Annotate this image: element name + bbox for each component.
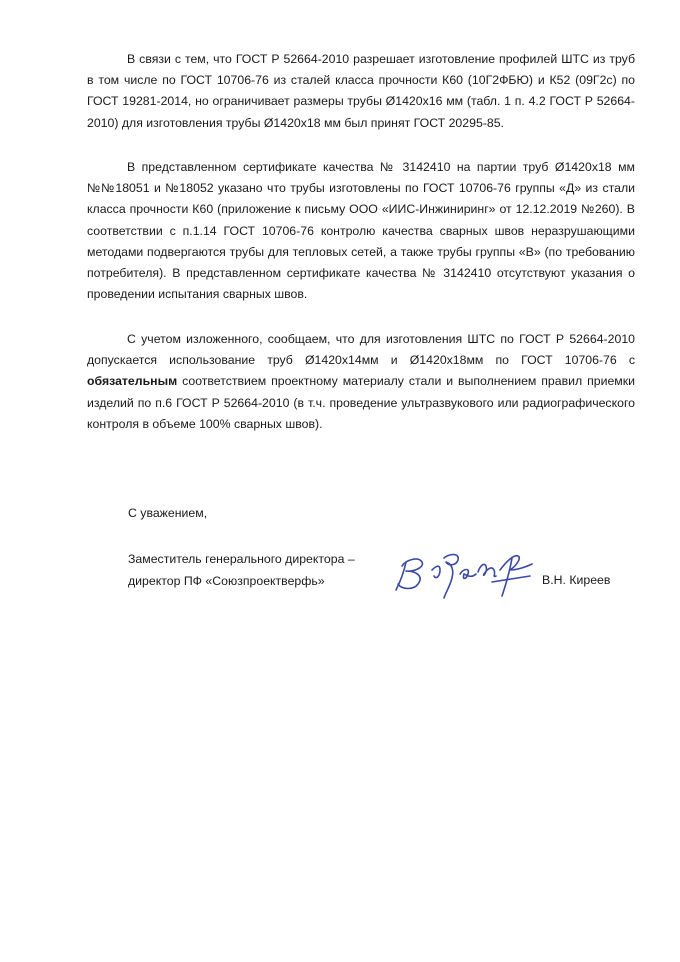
text-line: С учетом изложенного, сообщаем, что для изготовления ШТС по ГОСТ Р 52664-2010 <box>127 332 635 346</box>
text-line: В представленном сертификате качества № 3142410 на партии труб Ø1420х18 мм <box>127 160 635 174</box>
signature-stroke <box>478 564 496 576</box>
text-line <box>87 371 635 392</box>
handwritten-signature <box>388 540 538 604</box>
text-line: В связи с тем, что ГОСТ Р 52664-2010 разрешает изготовление профилей ШТС из труб <box>127 52 635 66</box>
signer-position <box>128 548 355 592</box>
text-line: изделий по п.6 ГОСТ Р 52664-2010 (в т.ч. проведение ультразвукового или радиографического <box>87 395 635 410</box>
signature-stroke <box>432 566 440 577</box>
paragraph-conclusion <box>87 329 635 435</box>
signer-position-line: Заместитель генерального директора – <box>128 552 355 566</box>
text-line: 2010) для изготовления трубы Ø1420х18 мм был принят ГОСТ 20295-85. <box>87 115 504 130</box>
text-line: в том числе по ГОСТ 10706-76 из сталей класса прочности К60 (10Г2ФБЮ) и К52 (09Г2с) по <box>87 73 635 88</box>
text-line: допускается использование труб Ø1420х14мм и Ø1420х18мм по ГОСТ 10706-76 с <box>87 353 635 368</box>
text-line: контроля в объеме 100% сварных швов). <box>87 416 323 431</box>
text-fragment: соответствием проектному материалу стали и выполнением правил приемки <box>177 374 635 389</box>
signature-stroke <box>502 558 512 596</box>
signature-stroke <box>444 555 458 599</box>
paragraph-quality-certificate <box>87 157 635 305</box>
signature-stroke <box>460 570 476 579</box>
signature-stroke <box>398 559 422 588</box>
text-line: методами подвергаются трубы для тепловых сетей, а также трубы группы «В» (по требованию <box>87 244 635 259</box>
signer-name: В.Н. Киреев <box>542 573 611 587</box>
text-line: соответствии с п.1.14 ГОСТ 10706-76 контролю качества сварных швов неразрушающими <box>87 223 635 238</box>
signer-position-line: директор ПФ «Союзпроектверфь» <box>128 574 325 588</box>
text-line: проведении испытания сварных швов. <box>87 287 308 302</box>
signature-stroke <box>500 556 532 570</box>
closing-salutation: С уважением, <box>128 506 208 520</box>
signature-stroke <box>492 576 530 582</box>
text-line: потребителя). В представленном сертификате качества № 3142410 отсутствуют указания о <box>87 266 635 281</box>
text-line: №№18051 и №18052 указано что трубы изготовлены по ГОСТ 10706-76 группы «Д» из стали <box>87 181 635 196</box>
paragraph-gost-restrictions <box>87 49 635 134</box>
text-line: класса прочности К60 (приложение к письму ООО «ИИС-Инжиниринг» от 12.12.2019 №260). В <box>87 202 635 217</box>
signature-stroke <box>396 562 406 590</box>
emphasis-obligatory: обязательным <box>87 374 178 389</box>
text-line: ГОСТ 19281-2014, но ограничивает размеры трубы Ø1420х16 мм (табл. 1 п. 4.2 ГОСТ Р 52664- <box>87 94 635 109</box>
